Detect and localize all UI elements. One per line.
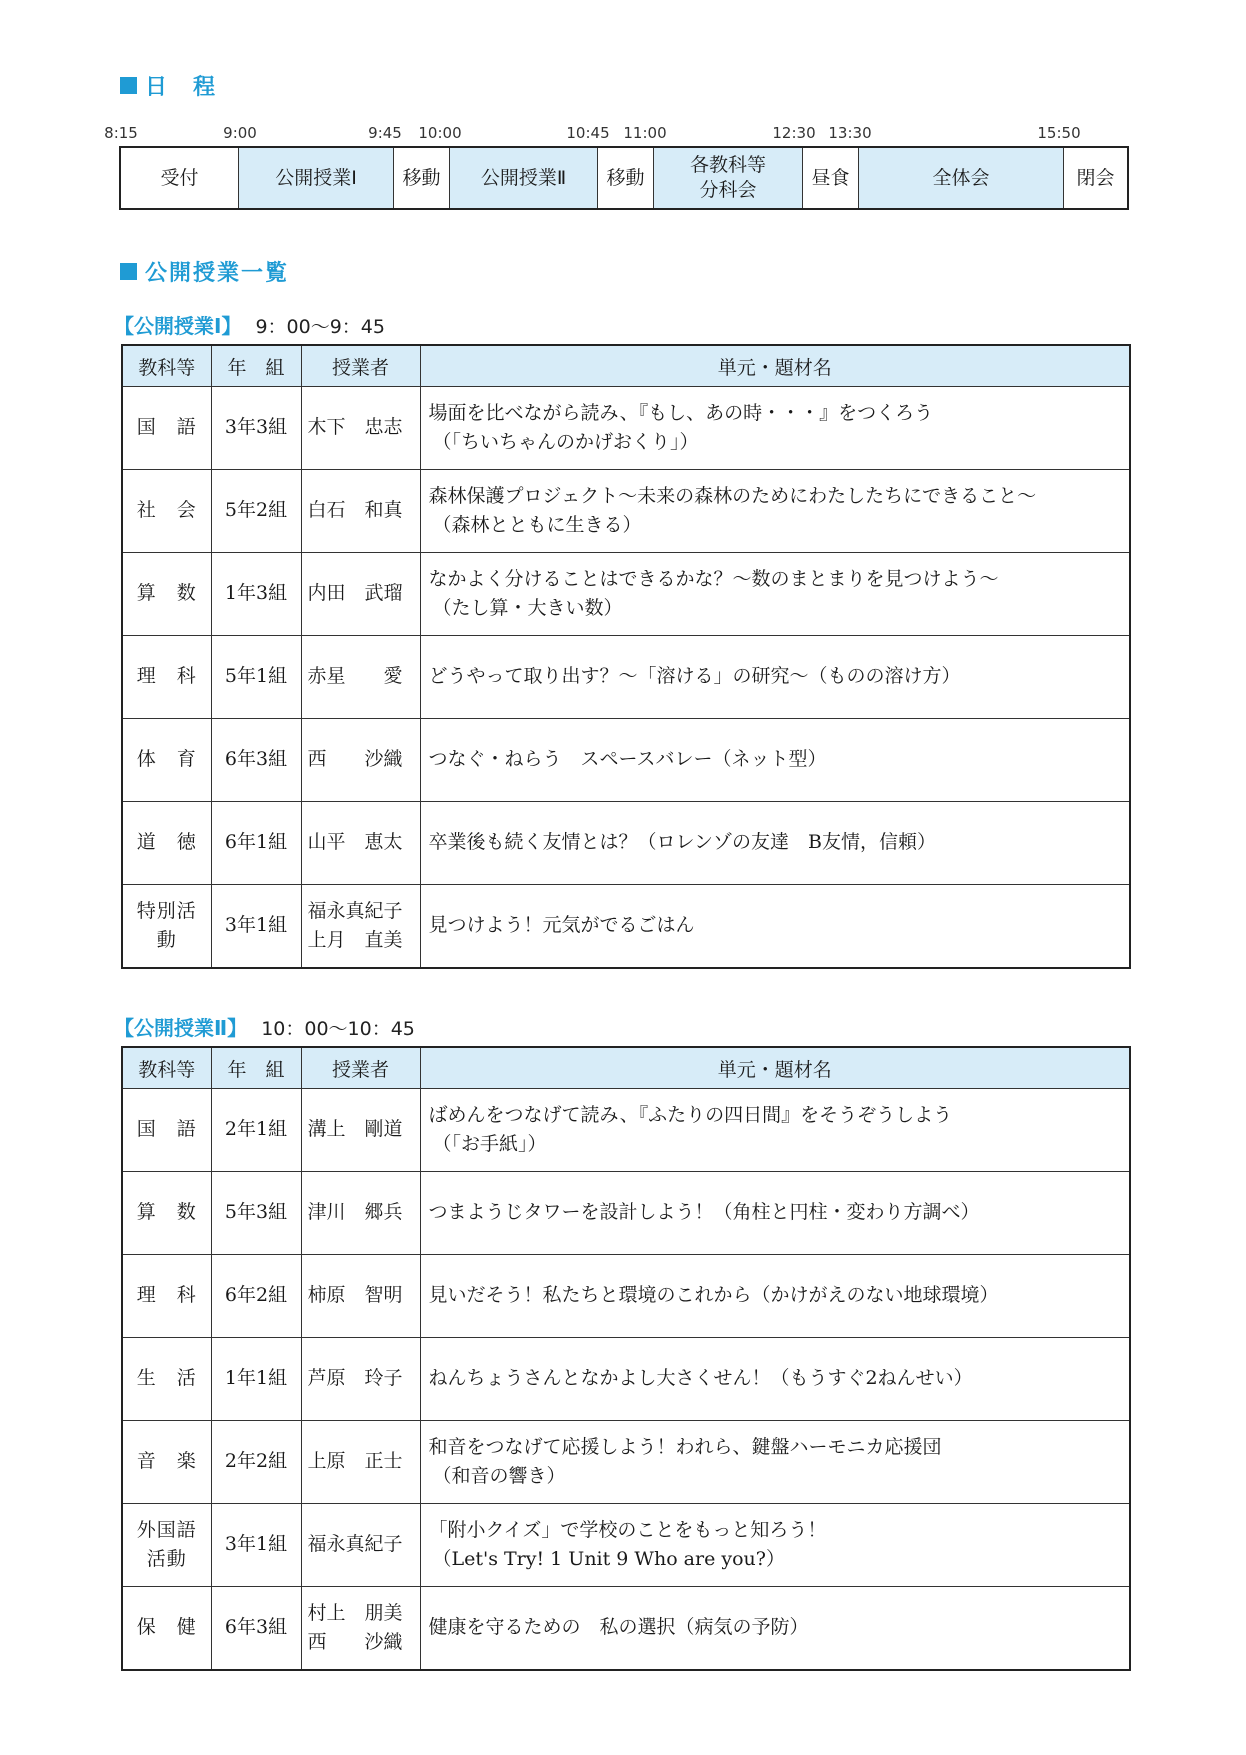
grade-cell: 2年1組 <box>211 1089 301 1172</box>
lesson-list-heading-text: 公開授業一覧 <box>145 261 290 286</box>
session1-time: 9：00～9：45 <box>255 316 385 338</box>
unit-line: （たし算・大きい数） <box>432 597 623 619</box>
unit-cell <box>420 553 1130 636</box>
unit-cell <box>420 470 1130 553</box>
teacher-cell <box>301 1089 420 1172</box>
subject-cell: 特別活動 <box>122 885 211 969</box>
schedule-time-label: 9:00 <box>223 124 257 142</box>
table-row <box>122 470 1130 553</box>
teacher-cell <box>301 1504 420 1587</box>
table-row <box>122 1421 1130 1504</box>
grade-cell: 5年2組 <box>211 470 301 553</box>
unit-line: （森林とともに生きる） <box>432 514 642 536</box>
column-header: 教科等 <box>122 345 211 387</box>
unit-cell <box>420 802 1130 885</box>
teacher-name: 上月 直美 <box>307 929 403 951</box>
table-row <box>122 1587 1130 1671</box>
teacher-cell <box>301 1255 420 1338</box>
teacher-cell <box>301 885 420 969</box>
unit-line: つまようじタワーを設計しよう！（角柱と円柱・変わり方調べ） <box>428 1201 980 1224</box>
unit-cell <box>420 885 1130 969</box>
grade-cell: 6年3組 <box>211 1587 301 1671</box>
schedule-heading-text: 日 程 <box>145 75 218 100</box>
grade-cell: 3年3組 <box>211 387 301 470</box>
subject-cell: 外国語 活動 <box>122 1504 211 1587</box>
schedule-block: 昼食 <box>803 148 859 208</box>
unit-cell <box>420 1421 1130 1504</box>
table-header-row <box>122 1047 1130 1089</box>
teacher-name: 西 沙織 <box>307 1631 403 1653</box>
grade-cell: 2年2組 <box>211 1421 301 1504</box>
subject-cell: 道 徳 <box>122 802 211 885</box>
session2-table <box>121 1046 1131 1671</box>
table-row <box>122 1504 1130 1587</box>
schedule-time-label: 13:30 <box>828 124 872 142</box>
table-header-row <box>122 345 1130 387</box>
unit-line: 森林保護プロジェクト～未来の森林のためにわたしたちにできること～ <box>428 484 1037 507</box>
table-row <box>122 1338 1130 1421</box>
grade-cell: 1年3組 <box>211 553 301 636</box>
grade-cell: 6年3組 <box>211 719 301 802</box>
unit-line: （「ちいちゃんのかげおくり」） <box>432 431 699 453</box>
teacher-name: 山平 恵太 <box>307 831 403 854</box>
column-header: 教科等 <box>122 1047 211 1089</box>
unit-cell <box>420 1255 1130 1338</box>
unit-cell <box>420 1089 1130 1172</box>
unit-line: （和音の響き） <box>432 1465 566 1487</box>
teacher-cell <box>301 1587 420 1671</box>
teacher-name: 柿原 智明 <box>307 1284 403 1307</box>
subject-cell: 国 語 <box>122 1089 211 1172</box>
unit-line: 場面を比べながら読み、『もし、あの時・・・』をつくろう <box>428 401 934 424</box>
grade-cell: 1年1組 <box>211 1338 301 1421</box>
session2-time: 10：00～10：45 <box>261 1018 415 1040</box>
schedule-time-label: 15:50 <box>1037 124 1081 142</box>
teacher-name: 福永真紀子 <box>307 899 403 922</box>
unit-line: 見いだそう！私たちと環境のこれから（かけがえのない地球環境） <box>428 1284 999 1307</box>
table-row <box>122 885 1130 969</box>
table-row <box>122 387 1130 470</box>
unit-line: （Let's Try! 1 Unit 9 Who are you?） <box>432 1548 785 1570</box>
subject-cell: 算 数 <box>122 553 211 636</box>
teacher-name: 西 沙織 <box>307 748 403 771</box>
column-header: 年 組 <box>211 345 301 387</box>
teacher-name: 福永真紀子 <box>307 1533 403 1556</box>
column-header: 授業者 <box>301 345 420 387</box>
schedule-block: 移動 <box>394 148 450 208</box>
session2-heading <box>114 1012 415 1041</box>
table-row <box>122 719 1130 802</box>
column-header: 単元・題材名 <box>420 1047 1130 1089</box>
subject-cell: 社 会 <box>122 470 211 553</box>
unit-cell <box>420 1504 1130 1587</box>
teacher-name: 村上 朋美 <box>307 1601 403 1624</box>
column-header: 年 組 <box>211 1047 301 1089</box>
grade-cell: 6年2組 <box>211 1255 301 1338</box>
subject-cell: 理 科 <box>122 1255 211 1338</box>
unit-cell <box>420 636 1130 719</box>
unit-line: つなぐ・ねらう スペースバレー（ネット型） <box>428 748 827 771</box>
unit-cell <box>420 719 1130 802</box>
schedule-heading <box>120 70 217 101</box>
table-row <box>122 553 1130 636</box>
table-row <box>122 1172 1130 1255</box>
schedule-time-label: 12:30 <box>772 124 816 142</box>
schedule-bar <box>119 146 1129 210</box>
unit-line: ばめんをつなげて読み、『ふたりの四日間』をそうぞうしよう <box>428 1103 953 1126</box>
schedule-block: 公開授業Ⅰ <box>239 148 394 208</box>
unit-line: なかよく分けることはできるかな？～数のまとまりを見つけよう～ <box>428 567 999 590</box>
grade-cell: 3年1組 <box>211 1504 301 1587</box>
session2-label: 【公開授業Ⅱ】 <box>114 1016 248 1040</box>
subject-cell: 国 語 <box>122 387 211 470</box>
teacher-name: 内田 武瑠 <box>307 582 403 605</box>
table-row <box>122 1089 1130 1172</box>
table-row <box>122 1255 1130 1338</box>
teacher-name: 芦原 玲子 <box>307 1367 403 1390</box>
teacher-name: 白石 和真 <box>307 499 403 522</box>
subject-cell: 理 科 <box>122 636 211 719</box>
column-header: 授業者 <box>301 1047 420 1089</box>
schedule-block: 移動 <box>598 148 654 208</box>
unit-line: 「附小クイズ」で学校のことをもっと知ろう！ <box>428 1518 827 1541</box>
unit-line: 健康を守るための 私の選択（病気の予防） <box>428 1616 809 1639</box>
unit-cell <box>420 1587 1130 1671</box>
subject-cell: 保 健 <box>122 1587 211 1671</box>
unit-line: ねんちょうさんとなかよし大さくせん！（もうすぐ2ねんせい） <box>428 1367 973 1390</box>
grade-cell: 5年3組 <box>211 1172 301 1255</box>
schedule-block: 全体会 <box>859 148 1064 208</box>
unit-line: 見つけよう！元気がでるごはん <box>428 914 695 937</box>
unit-line: 和音をつなげて応援しよう！われら、鍵盤ハーモニカ応援団 <box>428 1435 942 1458</box>
subject-cell: 生 活 <box>122 1338 211 1421</box>
subject-cell: 音 楽 <box>122 1421 211 1504</box>
teacher-name: 溝上 剛道 <box>307 1118 403 1141</box>
schedule-block: 公開授業Ⅱ <box>450 148 598 208</box>
teacher-name: 上原 正士 <box>307 1450 403 1473</box>
unit-cell <box>420 1338 1130 1421</box>
schedule-time-label: 9:45 <box>368 124 402 142</box>
teacher-name: 木下 忠志 <box>307 416 403 439</box>
grade-cell: 5年1組 <box>211 636 301 719</box>
session1-label: 【公開授業Ⅰ】 <box>114 314 242 338</box>
grade-cell: 3年1組 <box>211 885 301 969</box>
unit-line: 卒業後も続く友情とは？（ロレンゾの友達 B友情，信頼） <box>428 831 936 854</box>
teacher-cell <box>301 553 420 636</box>
square-bullet-icon <box>120 263 137 280</box>
table-row <box>122 802 1130 885</box>
schedule-times <box>0 124 1246 144</box>
teacher-cell <box>301 1172 420 1255</box>
unit-line: （「お手紙」） <box>432 1133 547 1155</box>
session1-heading <box>114 310 385 339</box>
teacher-name: 津川 郷兵 <box>307 1201 403 1224</box>
schedule-time-label: 11:00 <box>623 124 667 142</box>
session1-table <box>121 344 1131 969</box>
schedule-time-label: 10:00 <box>418 124 462 142</box>
lesson-list-heading <box>120 256 289 287</box>
teacher-cell <box>301 470 420 553</box>
grade-cell: 6年1組 <box>211 802 301 885</box>
schedule-time-label: 10:45 <box>566 124 610 142</box>
schedule-time-label: 8:15 <box>104 124 138 142</box>
subject-cell: 体 育 <box>122 719 211 802</box>
square-bullet-icon <box>120 77 137 94</box>
table-row <box>122 636 1130 719</box>
schedule-block: 各教科等 分科会 <box>654 148 803 208</box>
teacher-cell <box>301 1421 420 1504</box>
teacher-cell <box>301 802 420 885</box>
teacher-cell <box>301 636 420 719</box>
column-header: 単元・題材名 <box>420 345 1130 387</box>
unit-cell <box>420 1172 1130 1255</box>
teacher-cell <box>301 1338 420 1421</box>
unit-cell <box>420 387 1130 470</box>
subject-cell: 算 数 <box>122 1172 211 1255</box>
unit-line: どうやって取り出す？～「溶ける」の研究～（ものの溶け方） <box>428 665 961 688</box>
teacher-cell <box>301 387 420 470</box>
schedule-block: 受付 <box>121 148 239 208</box>
schedule-block: 閉会 <box>1076 166 1115 189</box>
teacher-name: 赤星 愛 <box>307 665 403 688</box>
teacher-cell <box>301 719 420 802</box>
